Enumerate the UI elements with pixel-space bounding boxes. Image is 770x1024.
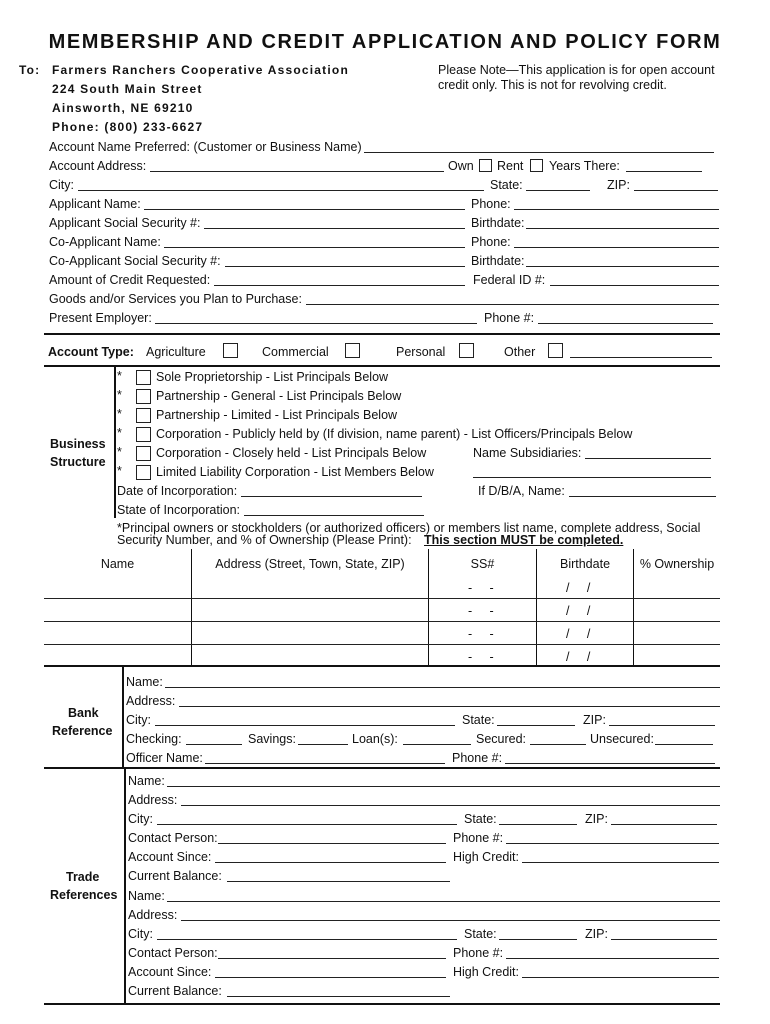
years-there-label: Years There: — [549, 159, 620, 173]
must-complete-note: This section MUST be completed. — [424, 533, 624, 547]
section-divider — [44, 333, 720, 335]
account-type-personal-label: Personal — [396, 345, 446, 359]
star: * — [117, 369, 122, 383]
subsidiaries-extra-field[interactable] — [473, 477, 711, 478]
name-subsidiaries-field[interactable] — [585, 458, 711, 459]
own-label: Own — [448, 159, 474, 173]
checking-field[interactable] — [186, 744, 242, 745]
goods-services-field[interactable] — [306, 304, 719, 305]
trade2-state-label: State: — [464, 927, 497, 941]
section-divider — [44, 365, 720, 367]
dba-name-field[interactable] — [569, 496, 716, 497]
phone-field[interactable] — [514, 209, 719, 210]
account-address-field[interactable] — [150, 171, 444, 172]
col-header-ownership: % Ownership — [639, 557, 715, 571]
trade2-name-field[interactable] — [167, 901, 720, 902]
state-incorporation-label: State of Incorporation: — [117, 503, 240, 517]
city-label: City: — [49, 178, 74, 192]
org-name: Farmers Ranchers Cooperative Association — [52, 63, 349, 77]
form-title: MEMBERSHIP AND CREDIT APPLICATION AND POLICY FORM — [48, 31, 722, 53]
trade2-city-field[interactable] — [157, 939, 457, 940]
trade-label-2: References — [50, 888, 118, 902]
table-row-line — [44, 621, 720, 622]
partnership-general-checkbox[interactable] — [136, 389, 151, 404]
applicant-name-field[interactable] — [144, 209, 465, 210]
trade2-balance-label: Current Balance: — [128, 984, 222, 998]
trade2-state-field[interactable] — [499, 939, 577, 940]
secured-label: Secured: — [476, 732, 527, 746]
co-ssn-field[interactable] — [225, 266, 465, 267]
bank-name-label: Name: — [126, 675, 163, 689]
phone-label: Phone: — [471, 197, 511, 211]
sole-proprietorship-checkbox[interactable] — [136, 370, 151, 385]
llc-checkbox[interactable] — [136, 465, 151, 480]
corporation-closely-checkbox[interactable] — [136, 446, 151, 461]
section-divider — [44, 1003, 720, 1005]
trade2-zip-label: ZIP: — [585, 927, 608, 941]
ssn-placeholder[interactable]: - - — [468, 581, 494, 595]
account-type-label: Account Type: — [48, 345, 134, 359]
rent-label: Rent — [497, 159, 524, 173]
applicant-name-label: Applicant Name: — [49, 197, 141, 211]
trade1-contact-field[interactable] — [218, 843, 446, 844]
trade2-name-label: Name: — [128, 889, 165, 903]
trade2-since-label: Account Since: — [128, 965, 212, 979]
trade1-since-field[interactable] — [215, 862, 446, 863]
org-city: Ainsworth, NE 69210 — [52, 101, 194, 115]
table-row-line — [44, 644, 720, 645]
birth-placeholder[interactable]: / / — [566, 581, 591, 595]
date-incorporation-field[interactable] — [241, 496, 422, 497]
applicant-ssn-field[interactable] — [204, 228, 465, 229]
trade1-city-label: City: — [128, 812, 153, 826]
birth-placeholder[interactable]: / / — [566, 627, 591, 641]
sole-proprietorship-label: Sole Proprietorship - List Principals Below — [156, 370, 389, 384]
federal-id-label: Federal ID #: — [473, 273, 546, 287]
star: * — [117, 445, 122, 459]
corporation-public-label: Corporation - Publicly held by (If division, name parent) - List Officers/Principals Below — [156, 427, 633, 441]
trade1-zip-field[interactable] — [611, 824, 717, 825]
unsecured-label: Unsecured: — [590, 732, 654, 746]
bank-vertical-rule — [122, 667, 124, 767]
applicant-ssn-label: Applicant Social Security #: — [49, 216, 201, 230]
org-phone: Phone: (800) 233-6627 — [52, 120, 204, 134]
account-name-field[interactable] — [364, 152, 714, 153]
account-type-commercial-label: Commercial — [262, 345, 329, 359]
employer-phone-field[interactable] — [538, 323, 713, 324]
trade1-balance-field[interactable] — [227, 881, 450, 882]
trade1-address-field[interactable] — [181, 805, 720, 806]
star: * — [117, 388, 122, 402]
other-specify-field[interactable] — [570, 357, 712, 358]
bank-label-1: Bank — [68, 706, 99, 720]
partnership-limited-label: Partnership - Limited - List Principals Below — [156, 408, 398, 422]
officer-name-label: Officer Name: — [126, 751, 203, 765]
star: * — [117, 407, 122, 421]
loans-field[interactable] — [403, 744, 471, 745]
trade1-since-label: Account Since: — [128, 850, 212, 864]
trade2-high-credit-field[interactable] — [522, 977, 719, 978]
section-divider — [44, 767, 720, 769]
bank-city-field[interactable] — [155, 725, 455, 726]
bank-label-2: Reference — [52, 724, 113, 738]
employer-phone-label: Phone #: — [484, 311, 535, 325]
trade1-name-field[interactable] — [167, 786, 720, 787]
account-type-other-label: Other — [504, 345, 536, 359]
co-applicant-name-label: Co-Applicant Name: — [49, 235, 161, 249]
col-header-ssn: SS# — [470, 557, 495, 571]
ssn-placeholder[interactable]: - - — [468, 650, 494, 664]
trade2-phone-field[interactable] — [506, 958, 719, 959]
principal-note-line-2: Security Number, and % of Ownership (Please Print): — [117, 533, 412, 547]
trade1-address-label: Address: — [128, 793, 178, 807]
principal-note-line-1: *Principal owners or stockholders (or authorized officers) or members list name, complete address, Social — [117, 521, 701, 535]
table-row-line — [44, 598, 720, 599]
bank-phone-field[interactable] — [505, 763, 715, 764]
business-vertical-rule — [114, 367, 116, 518]
co-applicant-name-field[interactable] — [164, 247, 465, 248]
years-there-field[interactable] — [626, 171, 702, 172]
birth-placeholder[interactable]: / / — [566, 650, 591, 664]
trade2-contact-label: Contact Person: — [128, 946, 218, 960]
trade1-zip-label: ZIP: — [585, 812, 608, 826]
birthdate-label: Birthdate: — [471, 216, 525, 230]
bank-state-label: State: — [462, 713, 495, 727]
savings-label: Savings: — [248, 732, 296, 746]
ssn-placeholder[interactable]: - - — [468, 627, 494, 641]
account-name-label: Account Name Preferred: (Customer or Business Name) — [49, 140, 362, 154]
employer-label: Present Employer: — [49, 311, 152, 325]
savings-field[interactable] — [298, 744, 348, 745]
section-divider — [44, 665, 720, 667]
partnership-general-label: Partnership - General - List Principals Below — [156, 389, 402, 403]
account-type-agriculture-label: Agriculture — [146, 345, 206, 359]
trade1-state-label: State: — [464, 812, 497, 826]
credit-requested-label: Amount of Credit Requested: — [49, 273, 211, 287]
trade2-address-field[interactable] — [181, 920, 720, 921]
trade-vertical-rule — [124, 769, 126, 1004]
bank-address-label: Address: — [126, 694, 176, 708]
trade2-city-label: City: — [128, 927, 153, 941]
col-header-address: Address (Street, Town, State, ZIP) — [215, 557, 405, 571]
co-birthdate-field[interactable] — [526, 266, 719, 267]
employer-field[interactable] — [155, 323, 477, 324]
to-label: To: — [19, 63, 41, 77]
trade2-contact-field[interactable] — [218, 958, 446, 959]
own-checkbox[interactable] — [479, 159, 492, 172]
trade2-high-credit-label: High Credit: — [453, 965, 519, 979]
zip-label: ZIP: — [607, 178, 630, 192]
co-birthdate-label: Birthdate: — [471, 254, 525, 268]
state-incorporation-field[interactable] — [244, 515, 424, 516]
trade1-phone-label: Phone #: — [453, 831, 504, 845]
personal-checkbox[interactable] — [459, 343, 474, 358]
credit-requested-field[interactable] — [214, 285, 465, 286]
bank-state-field[interactable] — [497, 725, 575, 726]
llc-label: Limited Liability Corporation - List Members Below — [156, 465, 434, 479]
corporation-closely-label: Corporation - Closely held - List Principals Below — [156, 446, 427, 460]
loans-label: Loan(s): — [352, 732, 398, 746]
col-header-name: Name — [100, 557, 135, 571]
name-subsidiaries-label: Name Subsidiaries: — [473, 446, 582, 460]
rent-checkbox[interactable] — [530, 159, 543, 172]
trade2-zip-field[interactable] — [611, 939, 717, 940]
bank-name-field[interactable] — [165, 687, 720, 688]
note-line-1: Please Note—This application is for open account — [438, 63, 715, 77]
ssn-placeholder[interactable]: - - — [468, 604, 494, 618]
bank-address-field[interactable] — [179, 706, 720, 707]
federal-id-field[interactable] — [550, 285, 719, 286]
trade1-contact-label: Contact Person: — [128, 831, 218, 845]
trade1-state-field[interactable] — [499, 824, 577, 825]
account-address-label: Account Address: — [49, 159, 147, 173]
state-field[interactable] — [526, 190, 590, 191]
trade1-balance-label: Current Balance: — [128, 869, 222, 883]
city-field[interactable] — [78, 190, 484, 191]
bank-city-label: City: — [126, 713, 151, 727]
partnership-limited-checkbox[interactable] — [136, 408, 151, 423]
dba-name-label: If D/B/A, Name: — [478, 484, 565, 498]
trade1-city-field[interactable] — [157, 824, 457, 825]
state-label: State: — [490, 178, 523, 192]
trade1-high-credit-label: High Credit: — [453, 850, 519, 864]
business-structure-label-2: Structure — [50, 455, 106, 469]
co-phone-label: Phone: — [471, 235, 511, 249]
agriculture-checkbox[interactable] — [223, 343, 238, 358]
trade1-name-label: Name: — [128, 774, 165, 788]
col-header-birthdate: Birthdate — [559, 557, 611, 571]
date-incorporation-label: Date of Incorporation: — [117, 484, 238, 498]
zip-field[interactable] — [634, 190, 718, 191]
star: * — [117, 426, 122, 440]
officer-name-field[interactable] — [205, 763, 445, 764]
trade2-balance-field[interactable] — [227, 996, 450, 997]
other-checkbox[interactable] — [548, 343, 563, 358]
co-ssn-label: Co-Applicant Social Security #: — [49, 254, 221, 268]
checking-label: Checking: — [126, 732, 182, 746]
trade1-phone-field[interactable] — [506, 843, 719, 844]
trade2-since-field[interactable] — [215, 977, 446, 978]
co-phone-field[interactable] — [514, 247, 719, 248]
trade-label-1: Trade — [66, 870, 100, 884]
star: * — [117, 464, 122, 478]
bank-phone-label: Phone #: — [452, 751, 503, 765]
note-line-2: credit only. This is not for revolving credit. — [438, 78, 667, 92]
trade2-phone-label: Phone #: — [453, 946, 504, 960]
org-street: 224 South Main Street — [52, 82, 203, 96]
goods-services-label: Goods and/or Services you Plan to Purchase: — [49, 292, 302, 306]
bank-zip-field[interactable] — [609, 725, 715, 726]
unsecured-field[interactable] — [655, 744, 713, 745]
trade1-high-credit-field[interactable] — [522, 862, 719, 863]
commercial-checkbox[interactable] — [345, 343, 360, 358]
corporation-public-checkbox[interactable] — [136, 427, 151, 442]
bank-zip-label: ZIP: — [583, 713, 606, 727]
birthdate-field[interactable] — [526, 228, 719, 229]
birth-placeholder[interactable]: / / — [566, 604, 591, 618]
business-structure-label-1: Business — [50, 437, 106, 451]
trade2-address-label: Address: — [128, 908, 178, 922]
secured-field[interactable] — [530, 744, 586, 745]
